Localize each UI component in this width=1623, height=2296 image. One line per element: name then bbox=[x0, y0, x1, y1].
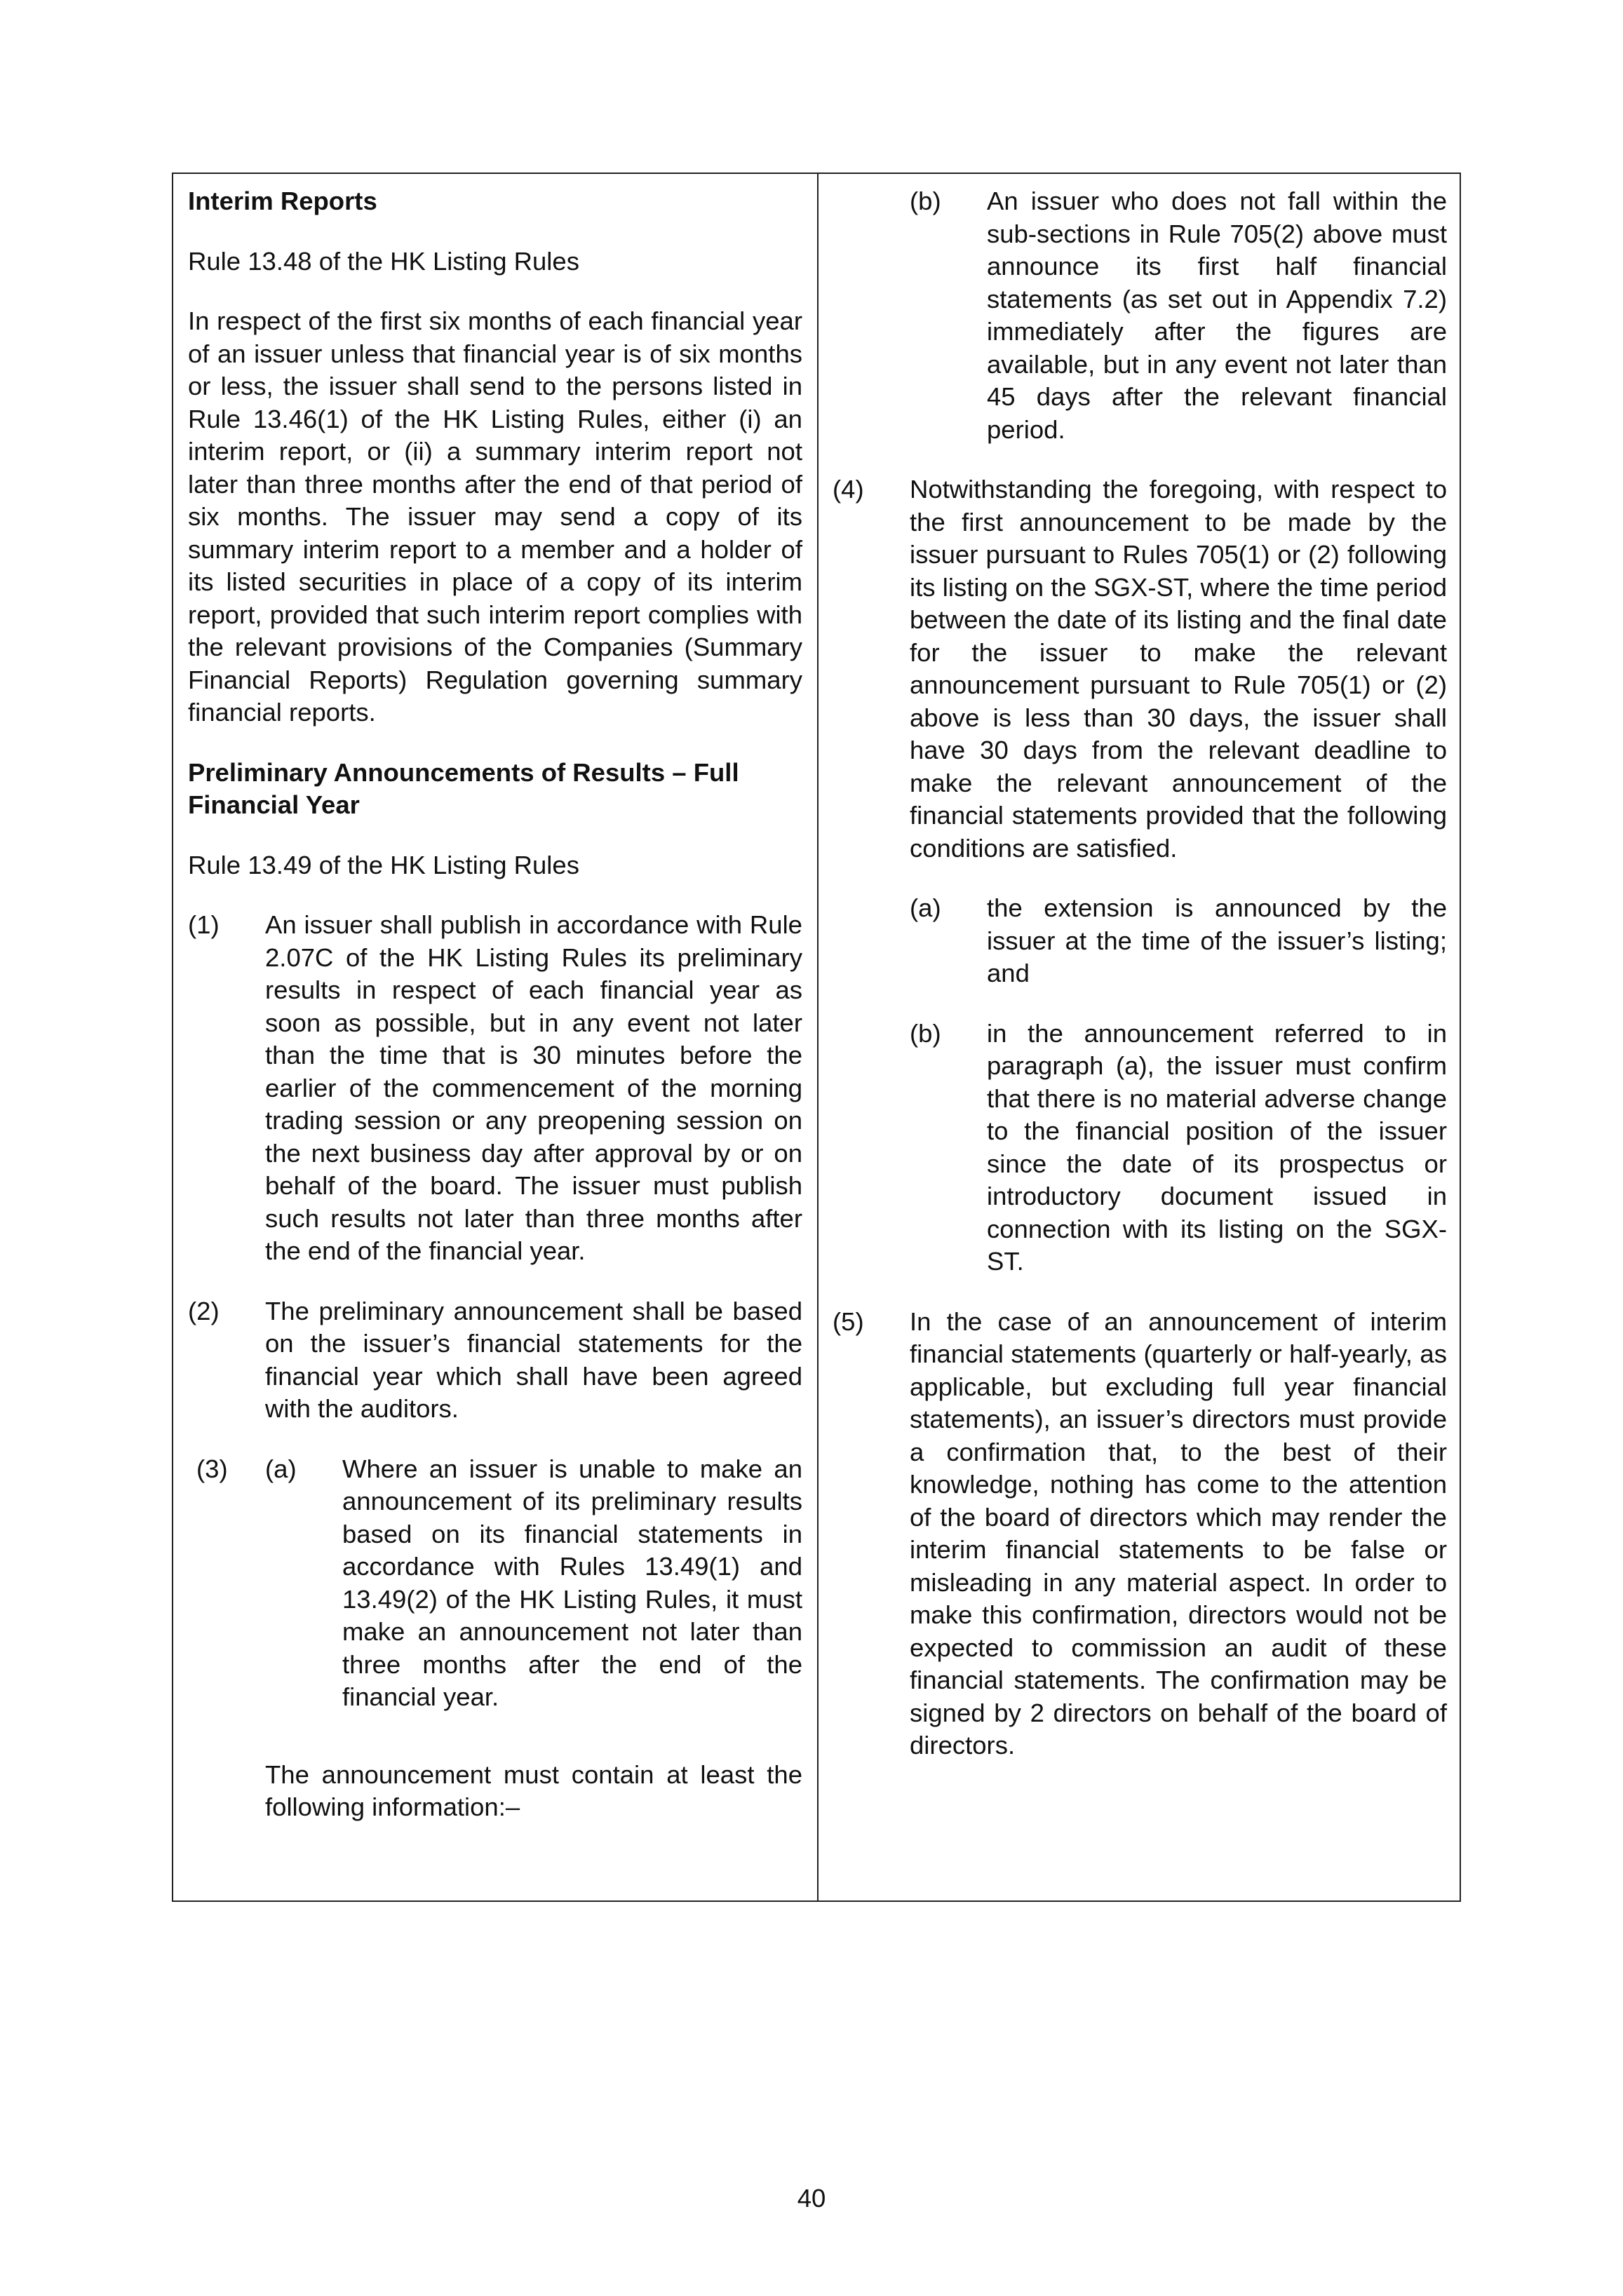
announcement-info-text: The announcement must contain at least the following information:– bbox=[265, 1760, 802, 1821]
comparison-table bbox=[172, 173, 1461, 1902]
preliminary-announcements-heading: Preliminary Announcements of Results – Full Financial Year bbox=[188, 757, 739, 819]
sub-item-number: (a) bbox=[910, 893, 941, 922]
item-number: (4) bbox=[833, 475, 864, 504]
list-item-4 bbox=[833, 473, 1447, 1278]
sub-item-number: (b) bbox=[910, 187, 941, 215]
sub-item-a bbox=[265, 1453, 802, 1714]
item-text: An issuer shall publish in accordance with Rule 2.07C of the HK Listing Rules its preliminary results in respect of each financial year as soon as possible, but in any event not later than the time that is 30 minutes before the earlier of the commencement of the morning trading session or any preopening session on the next business day after approval by or on behalf of the board. The issuer must publish such results not later than three months after the end of the financial year. bbox=[265, 910, 802, 1265]
item-number: (5) bbox=[833, 1306, 864, 1336]
column-divider bbox=[817, 174, 819, 1900]
list-item-1 bbox=[188, 909, 802, 1268]
sub-item-number: (b) bbox=[910, 1018, 941, 1048]
list-item-3 bbox=[188, 1453, 802, 1824]
interim-reports-paragraph: In respect of the first six months of each financial year of an issuer unless that financial year is of six months or less, the issuer shall send to the persons listed in Rule 13.46(1) of the HK Listing Rules, either (i) an interim report, or (ii) a summary interim report not later than three months after the end of that period of six months. The issuer may send a copy of its summary interim report to a member and a holder of its listed securities in place of a copy of its interim report, provided that such interim report complies with the relevant provisions of the Companies (Summary Financial Reports) Regulation governing summary financial reports. bbox=[188, 306, 802, 727]
sub-item-text: in the announcement referred to in paragraph (a), the issuer must confirm that there is no material adverse change to the financial position of the issuer since the date of its prospectus or introductory document issued in connection with its listing on the SGX-ST. bbox=[987, 1018, 1447, 1276]
item-text: In the case of an announcement of interim financial statements (quarterly or half-yearly, as applicable, but excluding full year financial statements), an issuer’s directors must provide a confirmation that, to the best of their knowledge, nothing has come to the attention of the board of directors which may render the interim financial statements to be false or misleading in any material aspect. In order to make this confirmation, directors would not be expected to commission an audit of these financial statements. The confirmation may be signed by 2 directors on behalf of the board of directors. bbox=[910, 1306, 1447, 1760]
interim-reports-heading: Interim Reports bbox=[188, 187, 377, 215]
item-number: (2) bbox=[188, 1296, 220, 1325]
right-column bbox=[833, 185, 1447, 1762]
sub-item-b bbox=[910, 1018, 1447, 1278]
item-number: (3) bbox=[196, 1454, 228, 1483]
list-item-2 bbox=[188, 1295, 802, 1426]
item-number: (1) bbox=[188, 910, 220, 939]
sub-item-text: Where an issuer is unable to make an announcement of its preliminary results based on its financial statements in accordance with Rules 13.49(1) and 13.49(2) of the HK Listing Rules, it must make an announcement not later than three months after the end of the financial year. bbox=[342, 1454, 802, 1711]
sub-item-a bbox=[910, 892, 1447, 990]
list-item-5 bbox=[833, 1306, 1447, 1762]
item-text: Notwithstanding the foregoing, with respect to the first announcement to be made by the issuer pursuant to Rules 705(1) or (2) following its listing on the SGX-ST, where the time period between the date of its listing and the final date for the issuer to make the relevant announcement pursuant to Rule 705(1) or (2) above is less than 30 days, the issuer shall have 30 days from the relevant deadline to make the relevant announcement of the financial statements provided that the following conditions are satisfied. bbox=[910, 475, 1447, 863]
rule-13-49-label: Rule 13.49 of the HK Listing Rules bbox=[188, 850, 579, 879]
page-number: 40 bbox=[797, 2184, 826, 2213]
sub-item-number: (a) bbox=[265, 1454, 297, 1483]
left-column bbox=[188, 185, 802, 1824]
sub-item-text: An issuer who does not fall within the sub-sections in Rule 705(2) above must announce its first half financial statements (as set out in Appendix 7.2) immediately after the figures are available, but in any event not later than 45 days after the relevant financial period. bbox=[987, 187, 1447, 444]
sub-item-text: the extension is announced by the issuer at the time of the issuer’s listing; and bbox=[987, 893, 1447, 987]
sub-item-b-top bbox=[910, 185, 1447, 446]
rule-13-48-label: Rule 13.48 of the HK Listing Rules bbox=[188, 246, 579, 276]
item-text: The preliminary announcement shall be based on the issuer’s financial statements for the financial year which shall have been agreed with the auditors. bbox=[265, 1296, 802, 1423]
